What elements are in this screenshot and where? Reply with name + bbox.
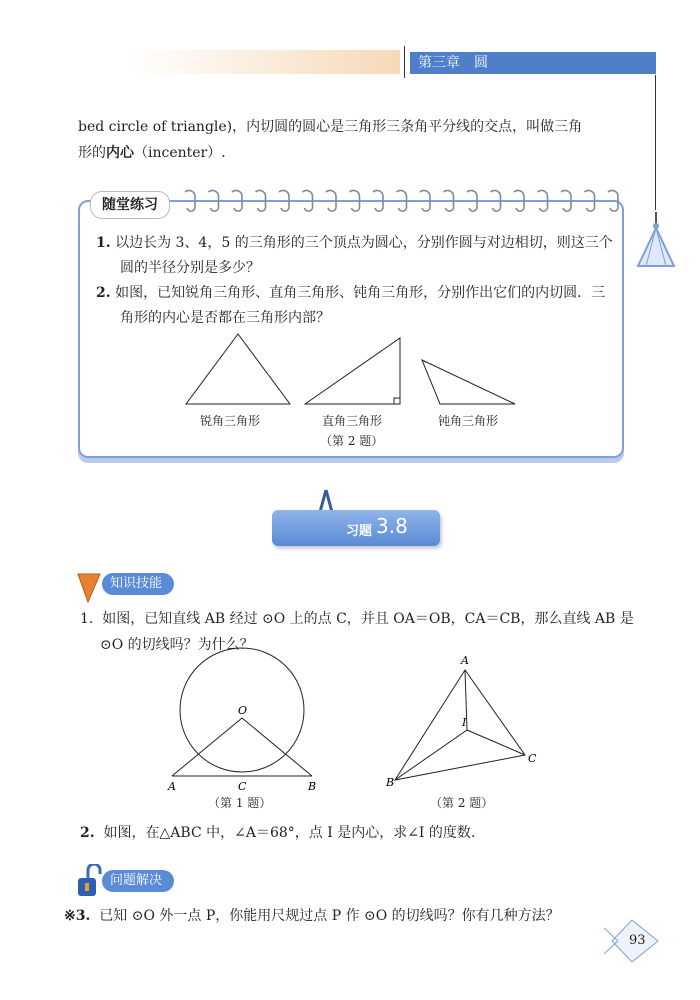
item-number: 1. bbox=[80, 611, 94, 627]
text: 如图，在△ABC 中，∠A＝68°，点 I 是内心，求∠I 的度数. bbox=[103, 825, 476, 841]
triangles-figure bbox=[180, 330, 530, 410]
label-obtuse: 钝角三角形 bbox=[438, 414, 499, 428]
margin-line bbox=[655, 75, 656, 210]
label-a: A bbox=[168, 780, 176, 790]
acute-triangle bbox=[186, 334, 290, 404]
spiral-ring bbox=[350, 190, 360, 211]
spiral-ring bbox=[561, 190, 571, 211]
spiral-binding bbox=[175, 186, 625, 220]
item-number: ※3. bbox=[64, 908, 91, 924]
header-decoration bbox=[130, 50, 400, 74]
pencil-icon bbox=[76, 570, 102, 604]
triangle-abc bbox=[395, 670, 525, 780]
item-number: 2. bbox=[96, 285, 111, 301]
item-number: 2. bbox=[80, 825, 95, 841]
text: 如图，已知锐角三角形、直角三角形、钝角三角形，分别作出它们的内切圆．三 bbox=[115, 285, 606, 301]
label-acute: 锐角三角形 bbox=[200, 414, 261, 428]
spiral-ring bbox=[326, 190, 336, 211]
knowledge-title: 知识技能 bbox=[102, 573, 174, 595]
practice-item-2-cont: 角形的内心是否都在三角形内部？ bbox=[120, 310, 330, 326]
spiral-ring bbox=[467, 190, 477, 211]
text: 如图，已知直线 AB 经过 ⊙O 上的点 C，并且 OA＝OB，CA＝CB，那么直线 AB 是 bbox=[102, 611, 634, 627]
text: 已知 ⊙O 外一点 P，你能用尺规过点 P 作 ⊙O 的切线吗？你有几种方法？ bbox=[99, 908, 560, 924]
lock-icon bbox=[76, 864, 102, 898]
question-2 bbox=[80, 822, 475, 842]
problem-title: 问题解决 bbox=[102, 870, 174, 892]
spiral-ring bbox=[608, 190, 618, 211]
label-i: I bbox=[462, 716, 467, 729]
spiral-ring bbox=[538, 190, 548, 211]
label-c2: C bbox=[528, 752, 537, 765]
spiral-ring bbox=[420, 190, 430, 211]
spiral-ring bbox=[514, 190, 524, 211]
question-figures bbox=[160, 640, 560, 790]
exercise-number: 3.8 bbox=[376, 514, 408, 538]
spiral-ring bbox=[185, 190, 195, 211]
page-number: 93 bbox=[629, 933, 646, 948]
intro-line-1: bed circle of triangle)，内切圆的圆心是三角形三条角平分线的交点，叫做三角 bbox=[78, 119, 583, 135]
spiral-ring bbox=[444, 190, 454, 211]
term-incenter: 内心 bbox=[106, 145, 134, 161]
exercise-prefix: 习题 bbox=[346, 524, 373, 539]
text: 以边长为 3、4，5 的三角形的三个顶点为圆心，分别作圆与对边相切，则这三个 bbox=[115, 235, 613, 251]
question-1-cont: ⊙O 的切线吗？为什么？ bbox=[100, 637, 254, 653]
label-b2: B bbox=[386, 776, 395, 789]
text: 形的 bbox=[78, 145, 106, 161]
spiral-ring bbox=[256, 190, 266, 211]
spiral-ring bbox=[303, 190, 313, 211]
practice-item-1-cont: 圆的半径分别是多少？ bbox=[120, 260, 260, 276]
header-divider bbox=[404, 46, 405, 78]
text: （incenter）. bbox=[134, 145, 226, 161]
right-triangle bbox=[305, 338, 400, 404]
practice-item-1 bbox=[96, 232, 613, 252]
intro-line-2 bbox=[78, 142, 226, 162]
spiral-ring bbox=[585, 190, 595, 211]
spiral-ring bbox=[373, 190, 383, 211]
spiral-ring bbox=[232, 190, 242, 211]
practice-item-2 bbox=[96, 282, 605, 302]
spiral-ring bbox=[279, 190, 289, 211]
figure-1-caption: （第 1 题） bbox=[208, 796, 272, 810]
figure-caption: （第 2 题） bbox=[320, 434, 384, 448]
spiral-ring bbox=[209, 190, 219, 211]
question-1 bbox=[80, 608, 634, 628]
label-o: O bbox=[238, 704, 248, 717]
spiral-ring bbox=[397, 190, 407, 211]
item-number: 1. bbox=[96, 235, 111, 251]
chapter-title: 第三章 圆 bbox=[410, 52, 656, 74]
obtuse-triangle bbox=[422, 360, 515, 404]
practice-title: 随堂练习 bbox=[90, 191, 170, 219]
label-c: C bbox=[238, 780, 247, 790]
label-a2: A bbox=[461, 654, 469, 667]
compass-icon bbox=[634, 210, 678, 272]
exercise-badge bbox=[272, 510, 440, 546]
spiral-ring bbox=[491, 190, 501, 211]
label-b: B bbox=[308, 780, 317, 790]
question-3 bbox=[64, 905, 560, 925]
label-right: 直角三角形 bbox=[322, 414, 383, 428]
figure-2-caption: （第 2 题） bbox=[430, 796, 494, 810]
